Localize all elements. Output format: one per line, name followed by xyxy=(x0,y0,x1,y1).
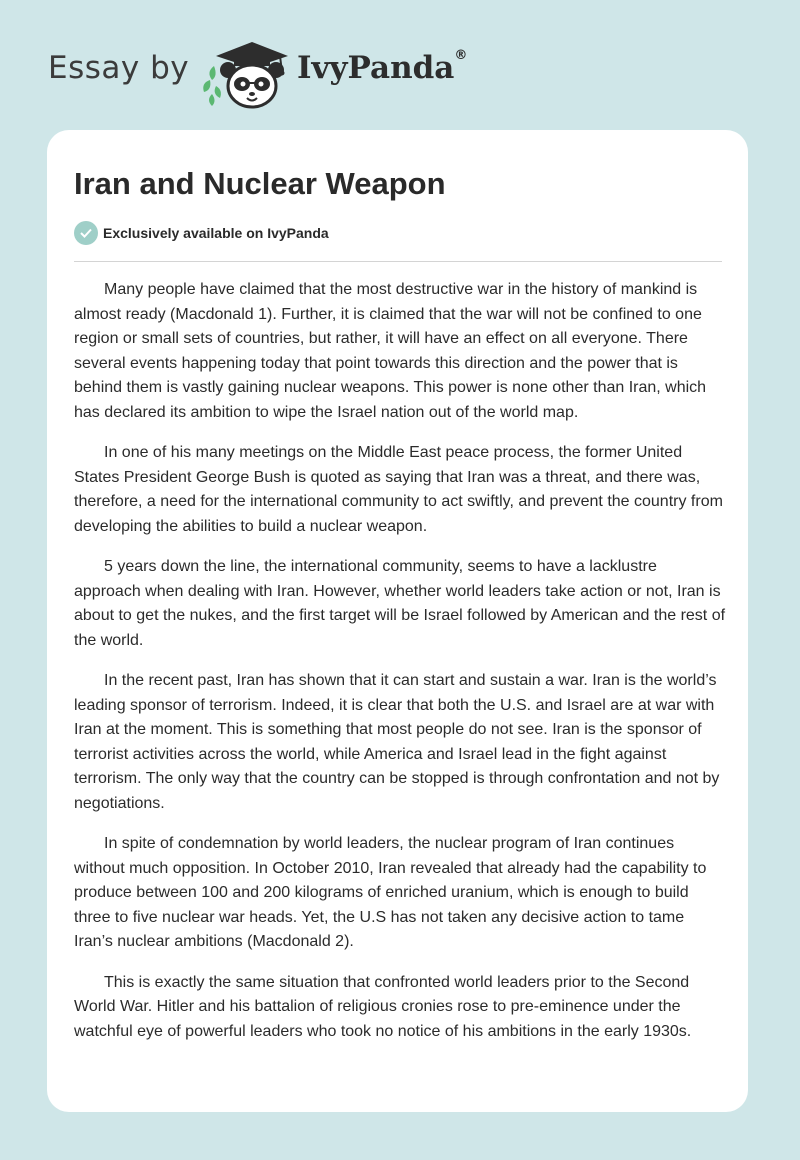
essay-by-label: Essay by xyxy=(48,50,190,86)
check-circle-icon xyxy=(74,221,98,245)
exclusive-badge xyxy=(74,221,329,245)
brand-text: IvyPanda xyxy=(297,50,455,86)
paragraph: Many people have claimed that the most destructive war in the history of mankind is almost ready (Macdonald 1). Further, it is claimed that the war will not be confined to one region or small sets of countries, but rather, it will have an effect on all everyone. There several events happening today that point towards this direction and the power that is behind them is vastly gaining nuclear weapons. This power is none other than Iran, which has declared its ambition to wipe the Israel nation out of the world map. xyxy=(74,281,707,421)
trademark-symbol: ® xyxy=(454,48,468,63)
paragraph: In one of his many meetings on the Middle East peace process, the former United States President George Bush is quoted as saying that Iran was a threat, and there was, therefore, a need for the international community to act swiftly, and prevent the country from developing the abilities to build a nuclear weapon. xyxy=(74,444,723,535)
ivypanda-logo-icon[interactable] xyxy=(200,36,292,110)
essay-title: Iran and Nuclear Weapon xyxy=(74,166,446,201)
paragraph: 5 years down the line, the international community, seems to have a lacklustre approach when dealing with Iran. However, whether world leaders take action or not, Iran is about to get the nukes, and the first target will be Israel followed by American and the rest of the world. xyxy=(74,558,726,649)
exclusive-label: Exclusively available on IvyPanda xyxy=(103,225,329,241)
brand-name[interactable] xyxy=(297,50,467,86)
essay-body xyxy=(74,278,726,1060)
paragraph: This is exactly the same situation that confronted world leaders prior to the Second World War. Hitler and his battalion of religious cronies rose to pre-eminence under the watchful eye of powerful leaders who took no notice of his ambitions in the early 1930s. xyxy=(74,973,692,1040)
essay-card xyxy=(47,130,748,1112)
site-header xyxy=(0,0,800,130)
paragraph: In spite of condemnation by world leaders, the nuclear program of Iran continues without much opposition. In October 2010, Iran revealed that already had the capability to produce between 100 and 200 kilograms of enriched uranium, which is enough to build three to five nuclear war heads. Yet, the U.S has not taken any decisive action to tame Iran’s nuclear ambitions (Macdonald 2). xyxy=(74,835,707,950)
ivy-leaf-icon xyxy=(203,66,221,106)
divider xyxy=(74,261,722,262)
paragraph: In the recent past, Iran has shown that it can start and sustain a war. Iran is the world’s leading sponsor of terrorism. Indeed, it is clear that both the U.S. and Israel are at war with Iran at the moment. This is something that most people do not see. Iran is the sponsor of terrorist activities across the world, while America and Israel lead in the fight against terrorism. The only way that the country can be stopped is through confrontation and not by negotiations. xyxy=(74,672,720,812)
